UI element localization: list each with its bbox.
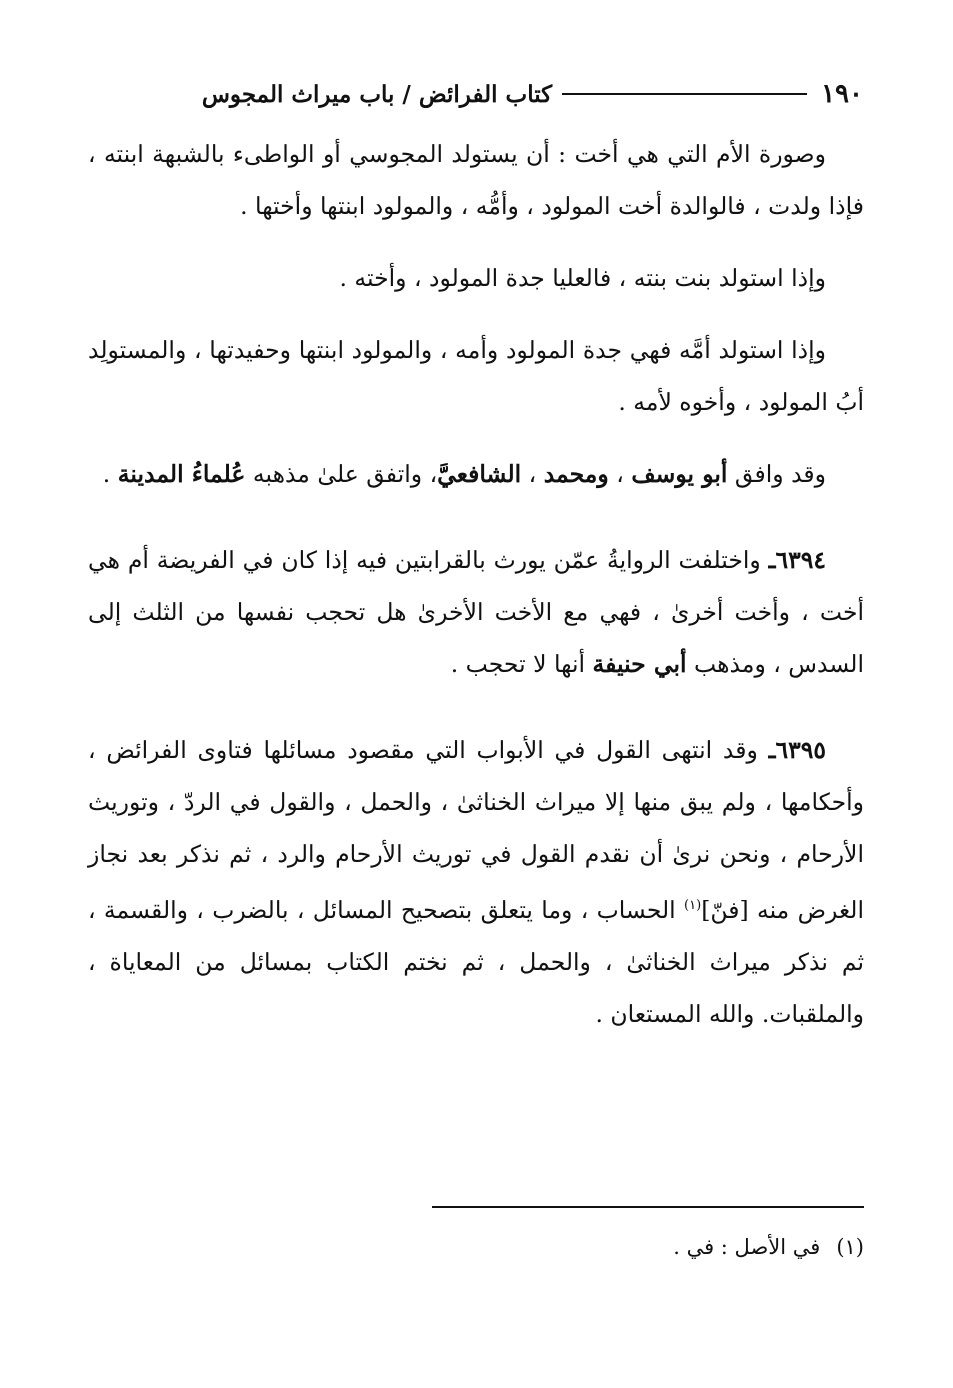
paragraph-1: وصورة الأم التي هي أخت : أن يستولد المجوسي أو الواطىء بالشبهة ابنته ، فإذا ولدت ، فالوالدة أخت المولود ، وأمُّه ، والمولود ابنتها وأختها . bbox=[88, 140, 864, 220]
footnote-text: في الأصل : في . bbox=[673, 1235, 821, 1259]
entry-number: ٦٣٩٤ـ bbox=[768, 546, 826, 574]
running-header bbox=[90, 74, 863, 114]
entry-number: ٦٣٩٥ـ bbox=[768, 736, 826, 764]
paragraph-6394-text: واختلفت الروايةُ عمّن يورث بالقرابتين فيه إذا كان في الفريضة أم هي أخت ، وأخت أخرىٰ ، فهي مع الأخت الأخرىٰ هل تحجب نفسها من الثلث إلى السدس ، ومذهب bbox=[88, 546, 864, 678]
paragraph-6394 bbox=[88, 534, 864, 690]
paragraph-6395 bbox=[88, 724, 864, 1040]
name-abu-hanifa: أبي حنيفة bbox=[592, 650, 687, 678]
paragraph-4-text: ، bbox=[528, 460, 537, 488]
paragraph-4-text: وقد وافق bbox=[734, 460, 826, 488]
paragraph-4-text: ، bbox=[616, 460, 624, 488]
footnote bbox=[432, 1230, 864, 1264]
paragraph-4-text: ، واتفق علىٰ مذهبه bbox=[252, 460, 438, 488]
footnote-separator bbox=[432, 1206, 864, 1208]
chapter-title: كتاب الفرائض / باب ميراث المجوس bbox=[201, 80, 553, 108]
name-ulama-madina: عُلماءُ المدينة bbox=[117, 460, 246, 488]
paragraph-2: وإذا استولد بنت بنته ، فالعليا جدة المولود ، وأخته . bbox=[339, 264, 826, 292]
footnote-reference: (١) bbox=[684, 898, 702, 913]
name-shafii: الشافعيَّ bbox=[437, 460, 522, 488]
paragraph-3: وإذا استولد أمَّه فهي جدة المولود وأمه ، والمولود ابنتها وحفيدتها ، والمستولِد أبُ المولود ، وأخوه لأمه . bbox=[88, 336, 864, 416]
main-text bbox=[88, 128, 864, 1060]
paragraph-6395-text: وقد انتهى القول في الأبواب التي مقصود مسائلها فتاوى الفرائض ، وأحكامها ، ولم يبق منها إلا ميراث الخناثىٰ ، والحمل ، والقول في الردّ ، وتوريث الأرحام ، ونحن نرىٰ أن نقدم القول في توريث الأرحام والرد ، ثم نذكر بعد نجاز الغرض منه [فنّ] bbox=[88, 736, 864, 924]
header-rule bbox=[562, 93, 807, 95]
page-number: ١٩٠ bbox=[821, 79, 863, 109]
name-muhammad: ومحمد bbox=[543, 460, 609, 488]
paragraph-6394-text: أنها لا تحجب . bbox=[450, 650, 586, 678]
paragraph-6395-text: الحساب ، وما يتعلق بتصحيح المسائل ، بالضرب ، والقسمة ، ثم نذكر ميراث الخناثىٰ ، والحمل ، ثم نختم الكتاب بمسائل من المعاياة ، والملقبات. والله المستعان . bbox=[88, 895, 864, 1028]
paragraph-4 bbox=[88, 448, 864, 500]
footnote-mark: (١) bbox=[836, 1235, 864, 1259]
name-abu-yusuf: أبو يوسف bbox=[631, 460, 728, 488]
paragraph-4-text: . bbox=[102, 460, 111, 488]
